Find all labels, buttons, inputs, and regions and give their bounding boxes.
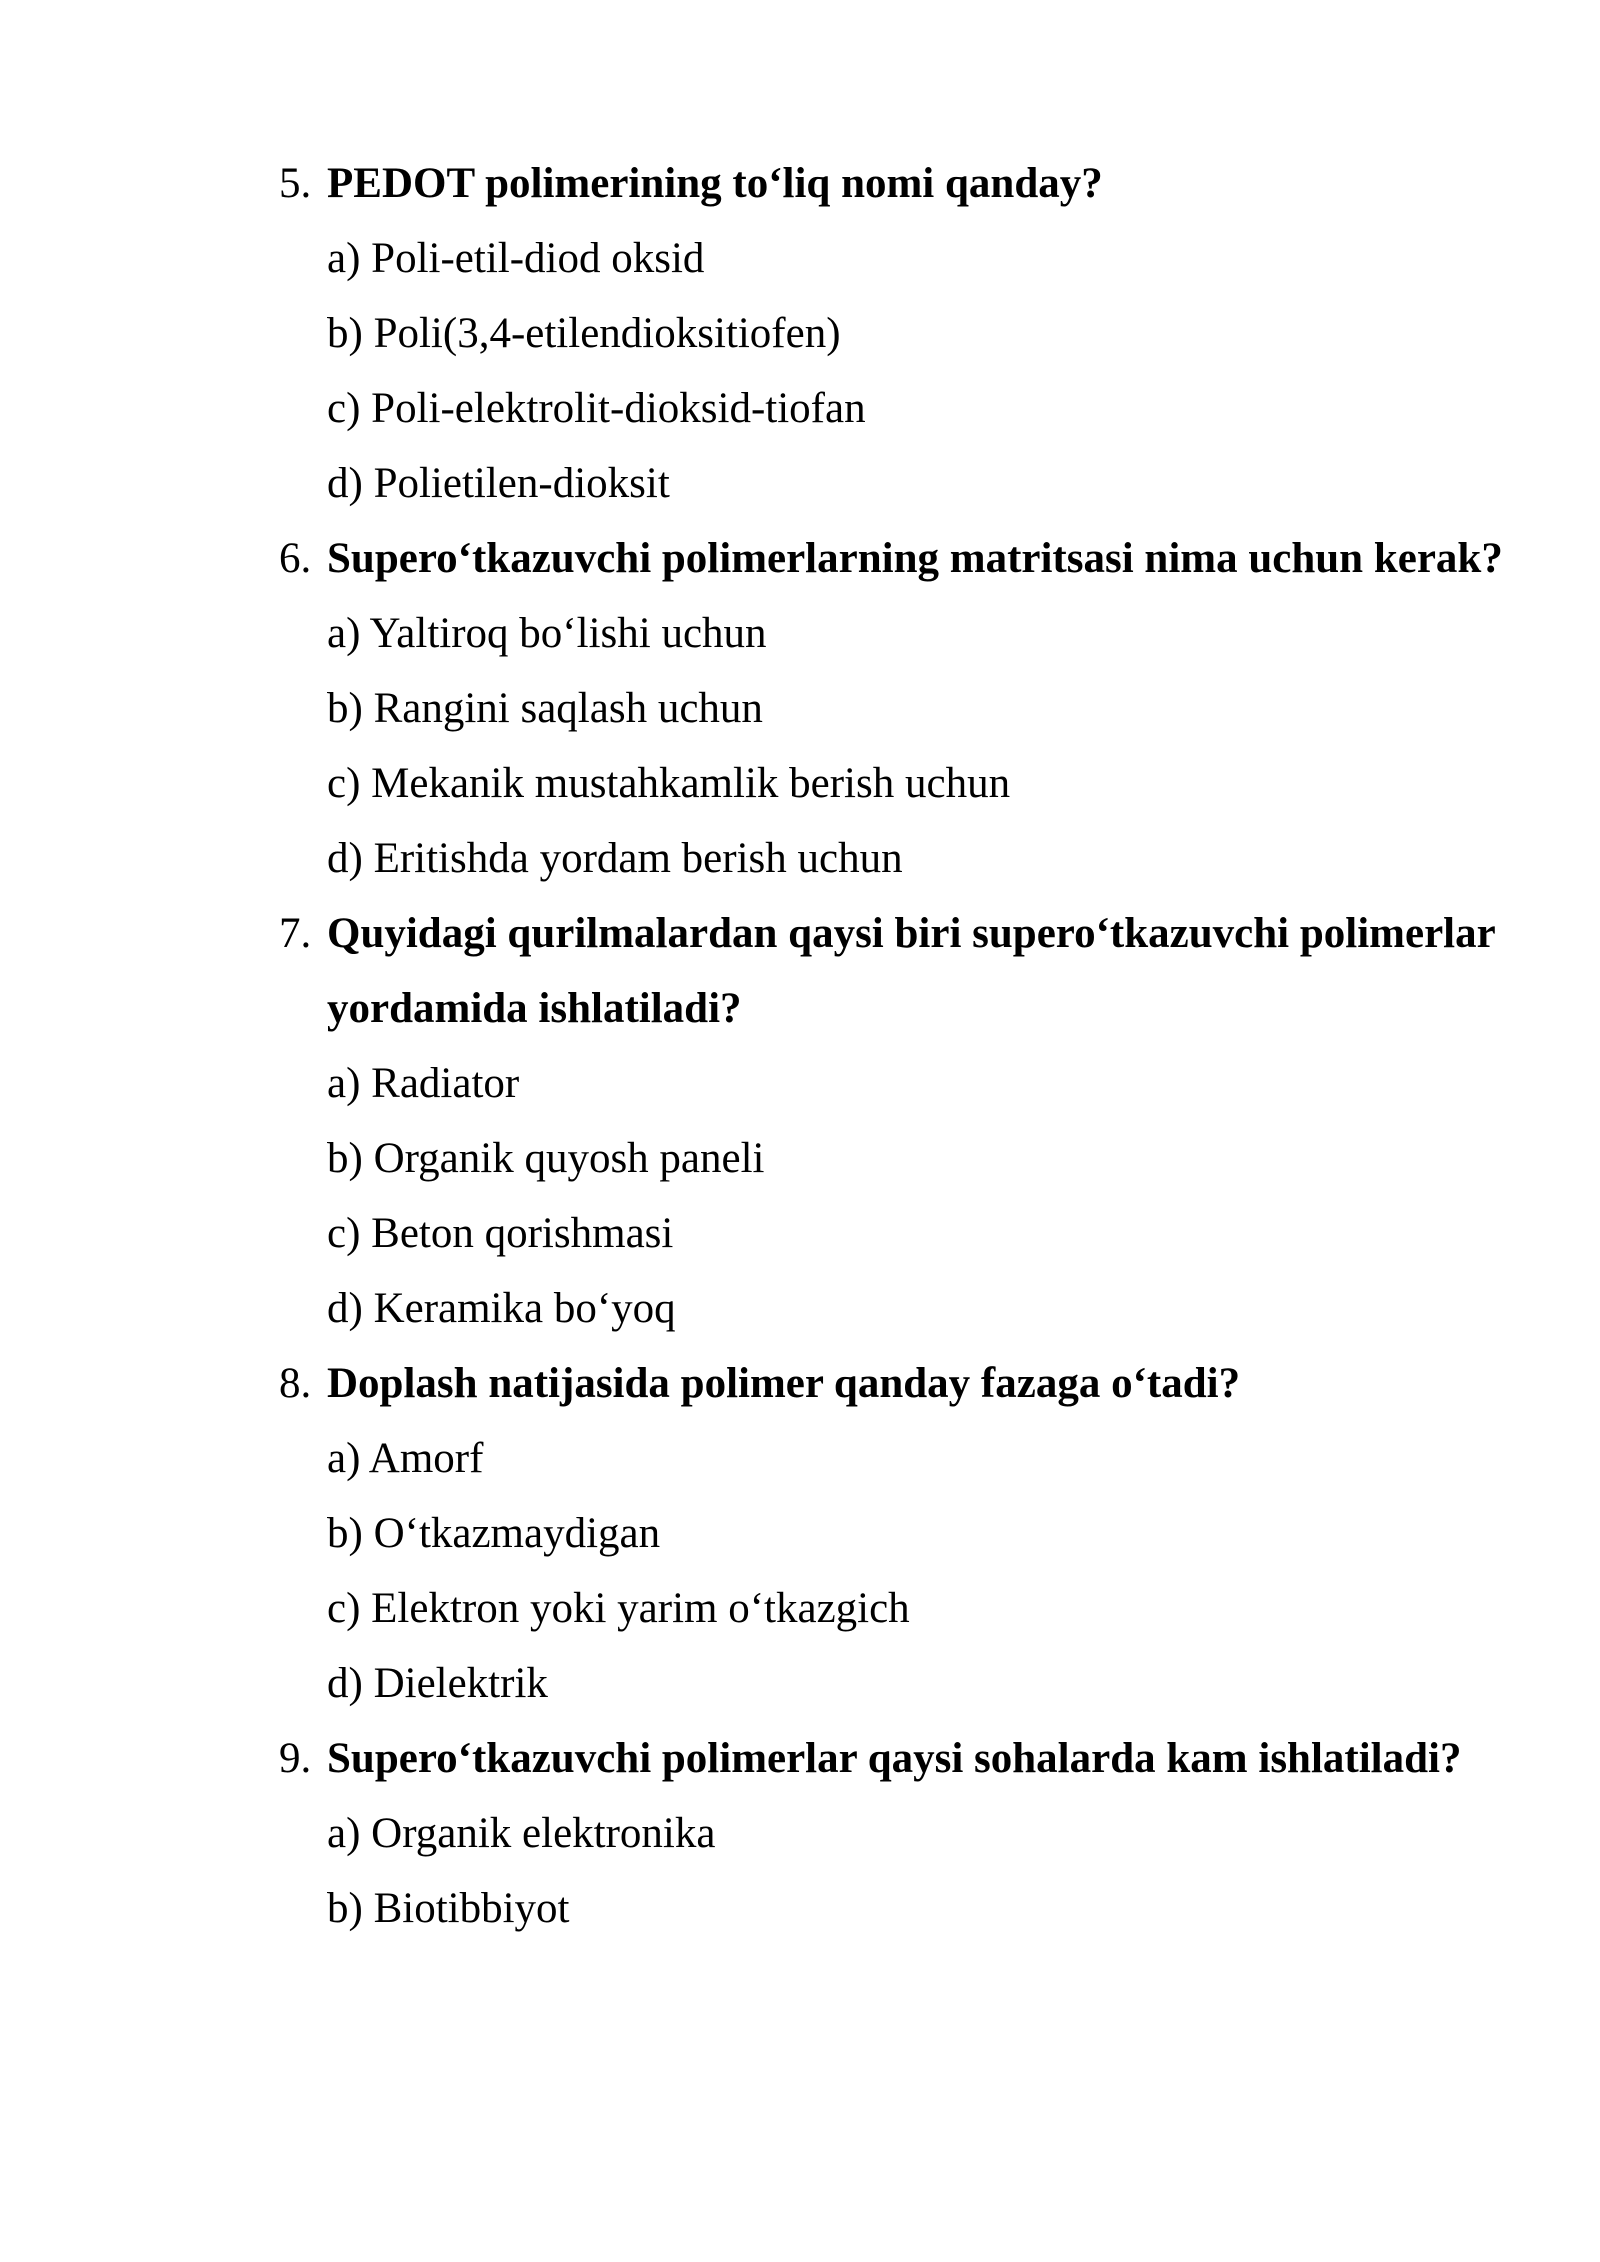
question-8 [0, 1346, 1600, 1721]
answer-option: a) Poli-etil-diod oksid [327, 235, 705, 282]
answer-option: a) Radiator [327, 1060, 520, 1107]
question-text: PEDOT polimerining to‘liq nomi qanday? [327, 160, 1103, 207]
question-number: 5. [279, 160, 312, 207]
question-number: 8. [279, 1360, 312, 1407]
answer-option: d) Keramika bo‘yoq [327, 1285, 676, 1332]
answer-option: c) Beton qorishmasi [327, 1210, 674, 1257]
question-number: 6. [279, 535, 312, 582]
question-6 [0, 521, 1600, 896]
question-list [0, 146, 1600, 1946]
question-text: Quyidagi qurilmalardan qaysi biri supero‘tkazuvchi polimerlar yordamida ishlatiladi? [327, 910, 1495, 1032]
answer-option: c) Poli-elektrolit-dioksid-tiofan [327, 385, 866, 432]
answer-option: d) Polietilen-dioksit [327, 460, 670, 507]
answer-option: b) Poli(3,4-etilendioksitiofen) [327, 310, 841, 357]
answer-option: d) Eritishda yordam berish uchun [327, 835, 903, 882]
question-text: Supero‘tkazuvchi polimerlar qaysi sohalarda kam ishlatiladi? [327, 1735, 1462, 1782]
answer-option: a) Organik elektronika [327, 1810, 716, 1857]
answer-option: c) Elektron yoki yarim o‘tkazgich [327, 1585, 910, 1632]
question-text: Doplash natijasida polimer qanday fazaga o‘tadi? [327, 1360, 1241, 1407]
answer-option: c) Mekanik mustahkamlik berish uchun [327, 760, 1011, 807]
question-number: 7. [279, 910, 312, 957]
answer-option: d) Dielektrik [327, 1660, 548, 1707]
question-text: Supero‘tkazuvchi polimerlarning matritsasi nima uchun kerak? [327, 535, 1503, 582]
question-7 [0, 896, 1600, 1346]
answer-option: a) Amorf [327, 1435, 484, 1482]
answer-option: b) Organik quyosh paneli [327, 1135, 765, 1182]
answer-option: b) Biotibbiyot [327, 1885, 570, 1932]
question-number: 9. [279, 1735, 312, 1782]
question-5 [0, 146, 1600, 521]
question-9 [0, 1721, 1600, 1946]
answer-option: a) Yaltiroq bo‘lishi uchun [327, 610, 767, 657]
answer-option: b) Rangini saqlash uchun [327, 685, 763, 732]
answer-option: b) O‘tkazmaydigan [327, 1510, 661, 1557]
